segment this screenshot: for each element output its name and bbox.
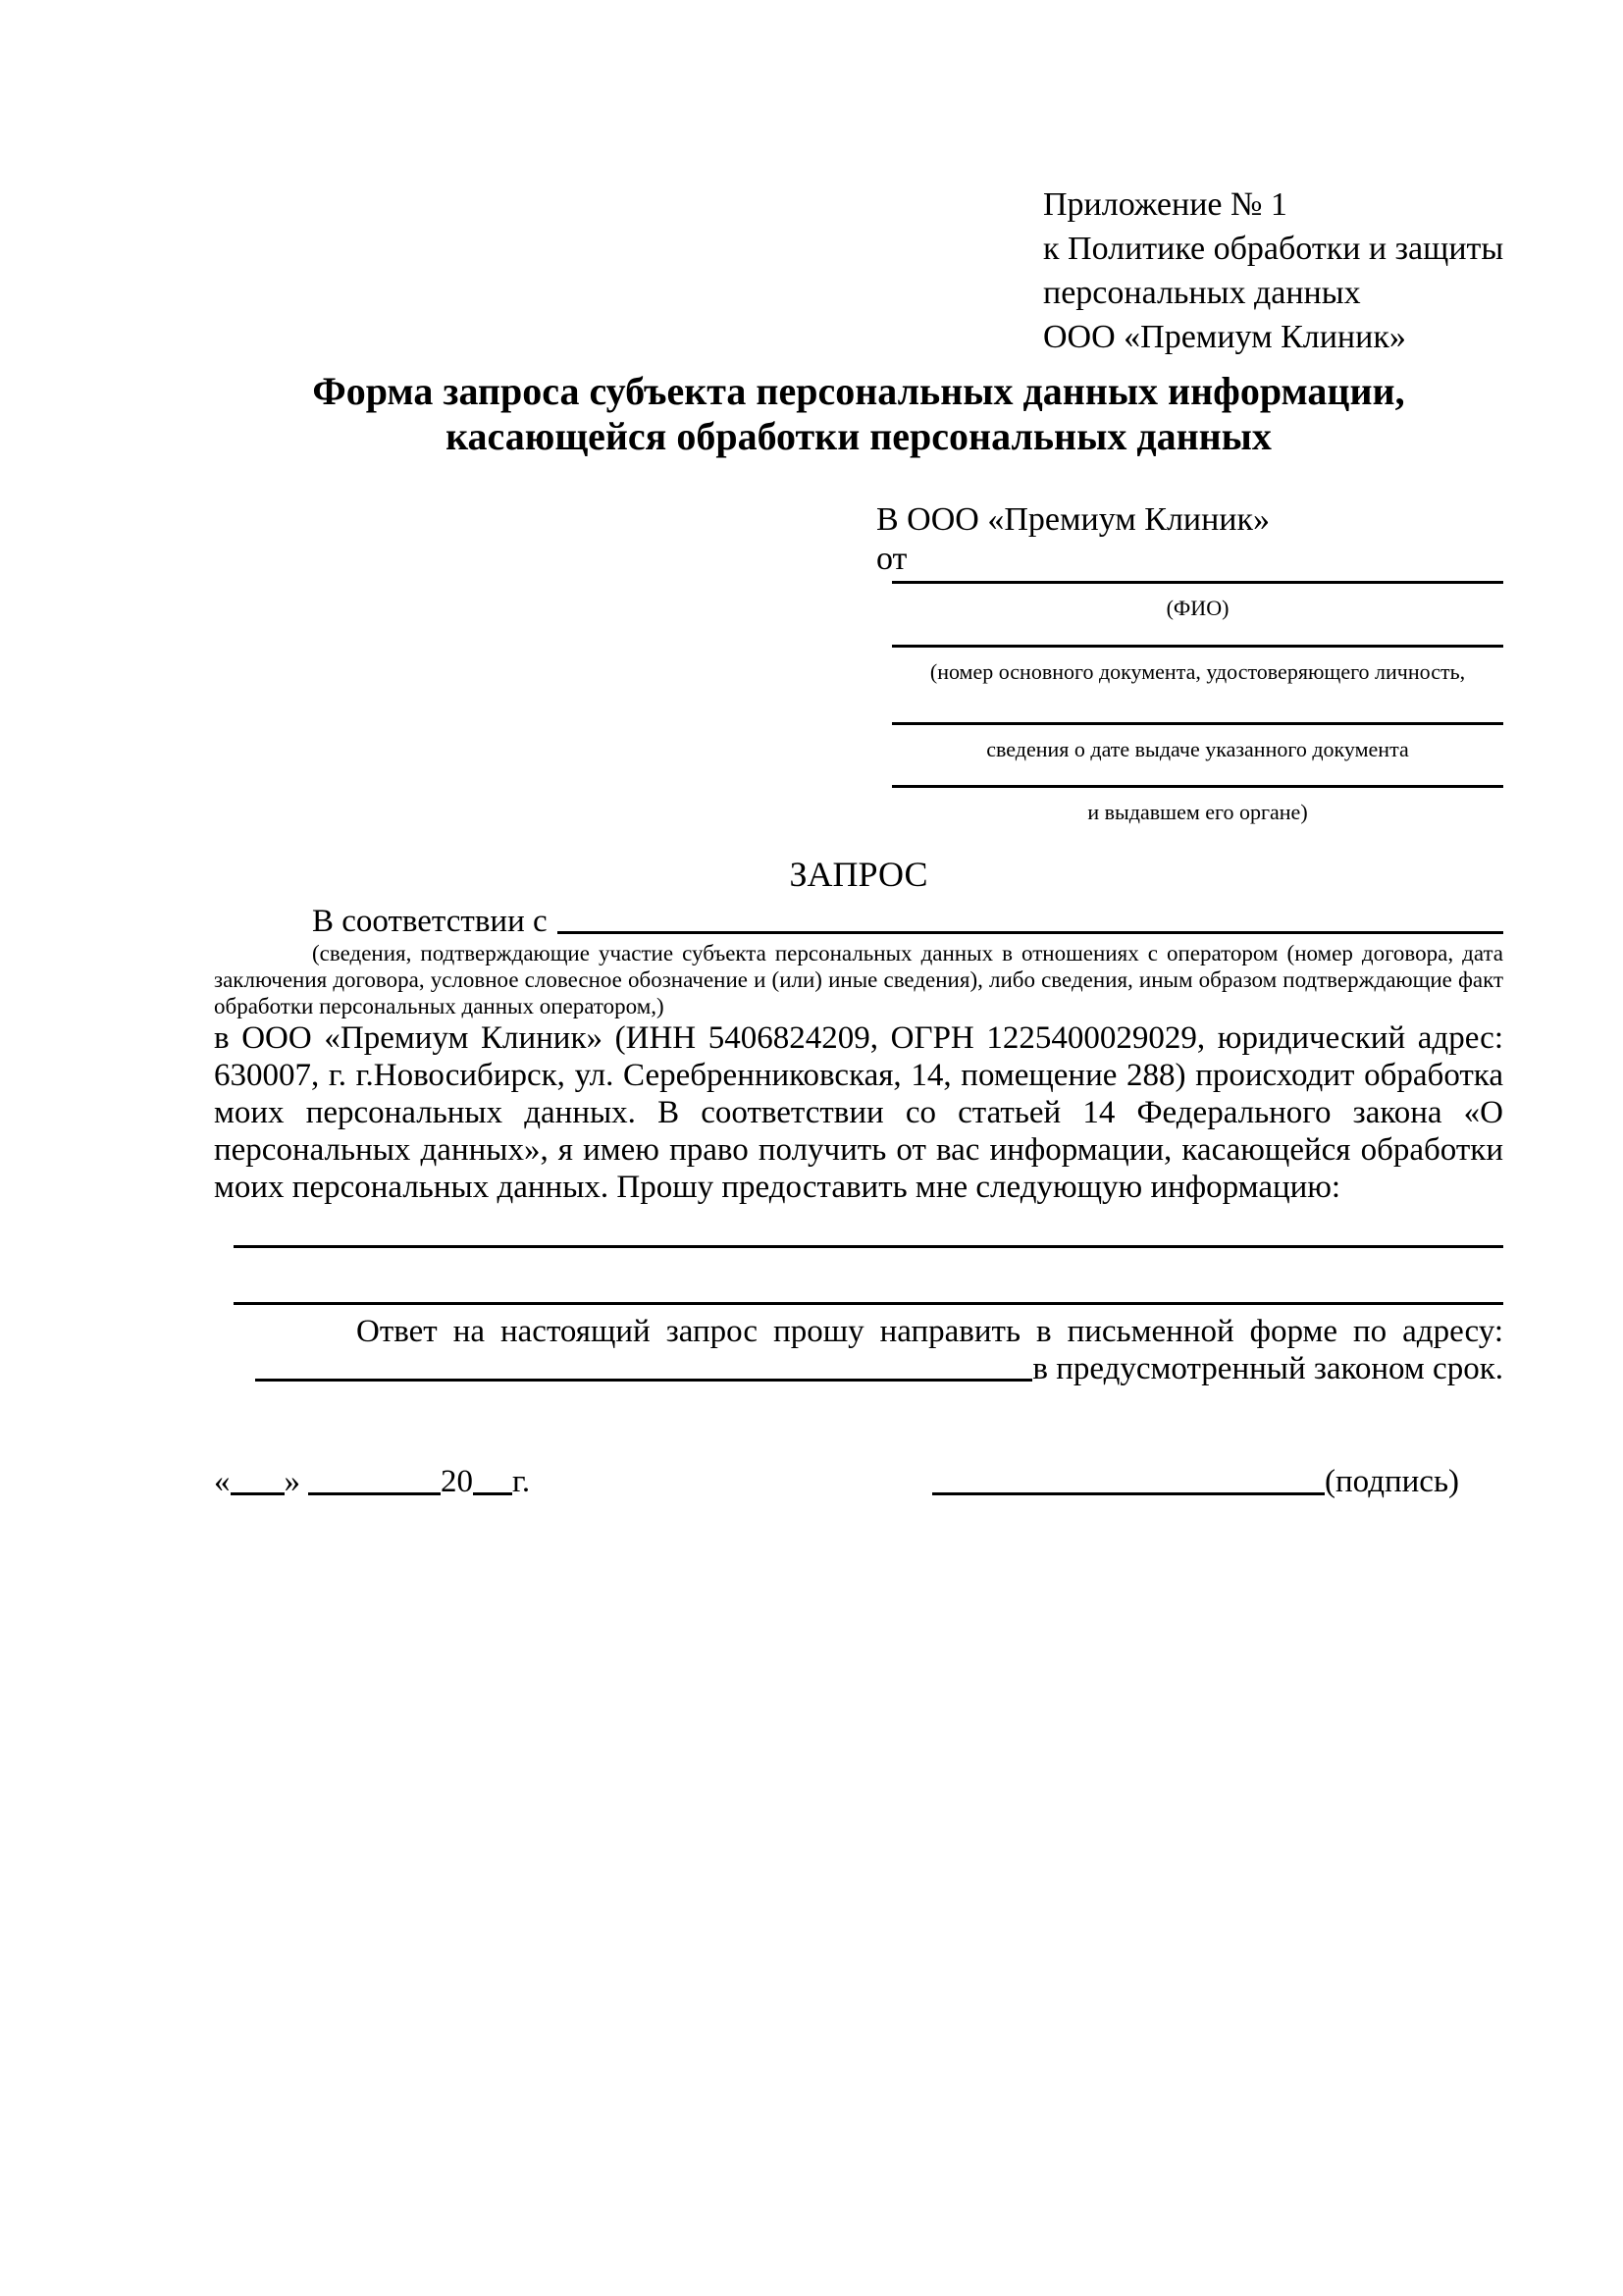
date-part [214,1462,530,1501]
request-heading: ЗАПРОС [789,855,928,894]
month-blank[interactable] [308,1463,441,1495]
basis-footnote [214,940,1503,1019]
signature-caption: (подпись) [1325,1464,1459,1499]
form-title-line-2: касающейся обработки персональных данных [445,414,1272,458]
document-number-caption: (номер основного документа, удостоверяющего личность, [929,659,1466,684]
signature-part [932,1462,1459,1501]
year-blank[interactable] [473,1463,512,1495]
footnote-line-2: заключения договора, условное словесное обозначение и (или) иные сведения), либо сведения, иным образом подтверждающие факт [214,967,1503,992]
body-line-2: 630007, г. г.Новосибирск, ул. Серебренниковская, 14, помещение 288) происходит обработка [214,1058,1503,1093]
appendix-line-3: персональных данных [1043,275,1361,311]
issue-date-caption: сведения о дате выдаче указанного документа [986,737,1409,761]
date-signature-row [214,1462,1503,1501]
signature-line[interactable] [932,1463,1325,1495]
footnote-line-1: (сведения, подтверждающие участие субъекта персональных данных в отношениях с оператором (номер договора, дата [312,941,1503,965]
footnote-line-3: обработки персональных данных оператором,) [214,994,664,1018]
date-close-quote: » [284,1464,300,1499]
body-line-4: персональных данных», я имею право получить от вас информации, касающейся обработки [214,1132,1503,1168]
reply-paragraph [214,1313,1503,1387]
addressee-to: В ООО «Премиум Клиник» [876,501,1271,538]
basis-lead-text: В соответствии с [312,904,548,939]
year-suffix: г. [512,1464,531,1499]
issue-date-field [892,722,1503,762]
document-content [214,0,1503,1501]
body-line-5: моих персональных данных. Прошу предоставить мне следующую информацию: [214,1170,1341,1205]
year-prefix: 20 [441,1464,473,1499]
addressee-block [876,500,1503,825]
date-open-quote: « [214,1464,231,1499]
issuing-authority-caption: и выдавшем его органе) [1087,800,1308,824]
issuing-authority-field [892,785,1503,825]
info-blank-line-2[interactable] [234,1248,1503,1305]
day-blank[interactable] [231,1463,285,1495]
form-title-line-1: Форма запроса субъекта персональных данных информации, [312,369,1405,413]
reply-line-2-suffix: в предусмотренный законом срок. [1032,1351,1503,1386]
appendix-line-4: ООО «Премиум Клиник» [1043,319,1406,355]
reply-line-1: Ответ на настоящий запрос прошу направить в письменной форме по адресу: [356,1314,1503,1349]
body-line-1: в ООО «Премиум Клиник» (ИНН 5406824209, ОГРН 1225400029029, юридический адрес: [214,1020,1503,1056]
request-body [214,1019,1503,1206]
reply-line-2 [214,1350,1503,1387]
address-input-line[interactable] [255,1350,1032,1382]
fio-caption: (ФИО) [1166,596,1230,620]
document-number-field [892,645,1503,685]
basis-input-line[interactable] [557,903,1503,934]
addressee-from-label: от [876,541,908,577]
body-line-3: моих персональных данных. В соответствии со статьей 14 Федерального закона «О [214,1095,1503,1130]
fio-field [892,581,1503,621]
appendix-line-2: к Политике обработки и защиты [1043,231,1504,267]
appendix-reference [1043,183,1503,359]
basis-row [214,903,1503,940]
info-blank-line-1[interactable] [234,1206,1503,1248]
appendix-line-1: Приложение № 1 [1043,186,1287,223]
form-title [214,369,1503,459]
